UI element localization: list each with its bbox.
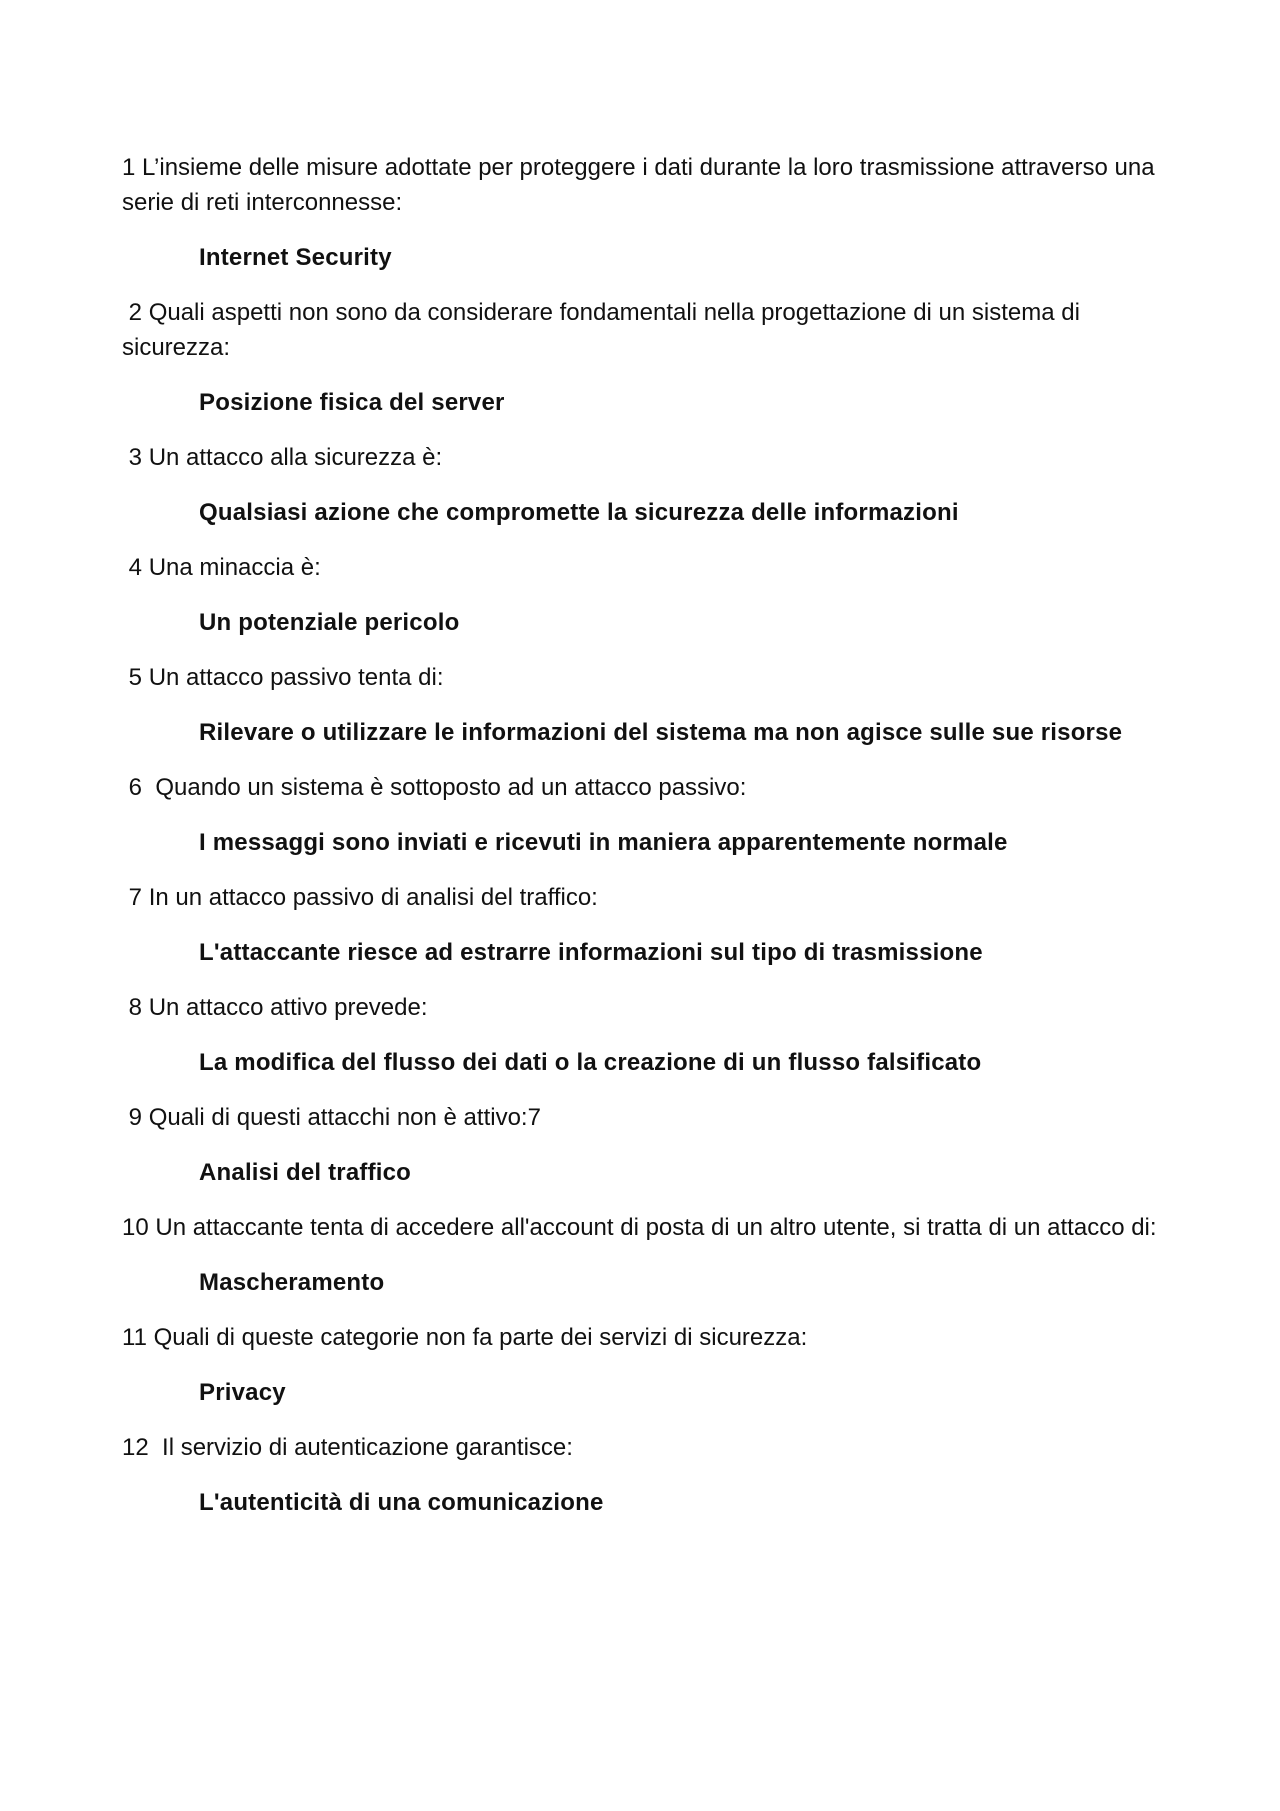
answer-4: Un potenziale pericolo	[199, 609, 460, 636]
question-6: 6 Quando un sistema è sottoposto ad un attacco passivo:	[122, 774, 747, 801]
qa-item-10	[122, 1210, 1172, 1300]
question-12: 12 Il servizio di autenticazione garantisce:	[122, 1434, 573, 1461]
question-4: 4 Una minaccia è:	[122, 554, 321, 581]
answer-9: Analisi del traffico	[199, 1159, 412, 1186]
question-7: 7 In un attacco passivo di analisi del traffico:	[122, 884, 598, 911]
answer-3: Qualsiasi azione che compromette la sicurezza delle informazioni	[199, 499, 959, 526]
question-1: 1 L’insieme delle misure adottate per proteggere i dati durante la loro trasmissione attraverso una serie di reti interconnesse:	[122, 154, 1162, 216]
qa-item-1	[122, 150, 1172, 275]
qa-item-9	[122, 1100, 1172, 1190]
qa-item-2	[122, 295, 1172, 420]
qa-item-7	[122, 880, 1172, 970]
answer-12: L'autenticità di una comunicazione	[199, 1489, 604, 1516]
qa-item-12	[122, 1430, 1172, 1520]
answer-10: Mascheramento	[199, 1269, 385, 1296]
question-5: 5 Un attacco passivo tenta di:	[122, 664, 444, 691]
question-10: 10 Un attaccante tenta di accedere all'account di posta di un altro utente, si tratta di un attacco di:	[122, 1214, 1157, 1241]
answer-6: I messaggi sono inviati e ricevuti in maniera apparentemente normale	[199, 829, 1008, 856]
question-9: 9 Quali di questi attacchi non è attivo:7	[122, 1104, 541, 1131]
question-11: 11 Quali di queste categorie non fa parte dei servizi di sicurezza:	[122, 1324, 808, 1351]
answer-11: Privacy	[199, 1379, 286, 1406]
answer-5: Rilevare o utilizzare le informazioni del sistema ma non agisce sulle sue risorse	[199, 719, 1123, 746]
qa-item-3	[122, 440, 1172, 530]
qa-item-8	[122, 990, 1172, 1080]
qa-item-5	[122, 660, 1172, 750]
qa-item-4	[122, 550, 1172, 640]
question-2: 2 Quali aspetti non sono da considerare fondamentali nella progettazione di un sistema di sicurezza:	[122, 299, 1087, 361]
answer-8: La modifica del flusso dei dati o la creazione di un flusso falsificato	[199, 1049, 982, 1076]
answer-7: L'attaccante riesce ad estrarre informazioni sul tipo di trasmissione	[199, 939, 983, 966]
question-8: 8 Un attacco attivo prevede:	[122, 994, 428, 1021]
answer-2: Posizione fisica del server	[199, 389, 505, 416]
quiz-content	[122, 150, 1172, 1540]
question-3: 3 Un attacco alla sicurezza è:	[122, 444, 443, 471]
qa-item-6	[122, 770, 1172, 860]
qa-item-11	[122, 1320, 1172, 1410]
answer-1: Internet Security	[199, 244, 392, 271]
